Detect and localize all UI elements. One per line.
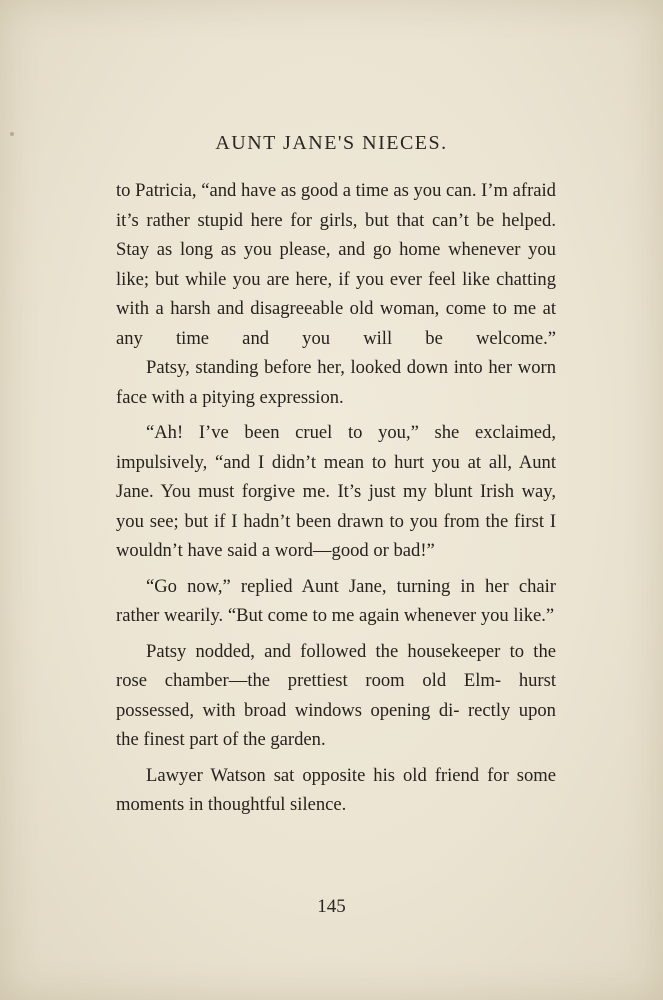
text-line: her worn face with a pitying expression. bbox=[116, 357, 556, 408]
text-line: for some moments in thoughtful silence. bbox=[116, 764, 556, 815]
text-line: hurst possessed, with broad windows opening di- bbox=[116, 670, 556, 721]
text-line: Patsy nodded, and followed the housekeeper bbox=[146, 640, 501, 662]
page-number: 145 bbox=[317, 896, 346, 917]
text-line: chair rather wearily. “But come to me again bbox=[116, 575, 556, 626]
text-line: all, Aunt Jane. You must forgive me. It’s bbox=[116, 451, 557, 502]
paragraph bbox=[116, 761, 556, 820]
paragraph bbox=[116, 353, 556, 412]
running-head: AUNT JANE'S NIECES. bbox=[215, 132, 448, 154]
text-line: just my blunt Irish way, you see; but if I hadn’t bbox=[116, 481, 556, 532]
text-line: “Go now,” replied Aunt Jane, turning in her bbox=[146, 575, 509, 597]
text-line: Patsy, standing before her, looked down into bbox=[146, 357, 483, 378]
text-line: said a word—good or bad!” bbox=[227, 540, 435, 561]
text-line: and go home whenever you like; but while you bbox=[116, 239, 556, 290]
paragraph bbox=[116, 418, 556, 566]
text-line: whenever you like.” bbox=[403, 605, 555, 626]
text-line: to Patricia, “and have as good a time as you can. bbox=[116, 180, 477, 201]
paragraph bbox=[116, 637, 556, 755]
text-line: Lawyer Watson sat opposite his old friend bbox=[146, 764, 480, 786]
text-line: been drawn to you from the first I wouldn’t have bbox=[116, 510, 557, 561]
text-line: to the rose chamber—the prettiest room old Elm- bbox=[116, 640, 556, 691]
text-line: are here, if you ever feel like chatting with a bbox=[116, 268, 557, 319]
text-line: harsh and disagreeable old woman, come to me bbox=[170, 298, 537, 319]
text-line: rectly upon the finest part of the garden. bbox=[116, 699, 556, 750]
text-line: “Ah! I’ve been cruel to you,” she exclaimed, bbox=[146, 422, 556, 443]
paragraph bbox=[116, 176, 556, 353]
text-line: that can’t be helped. Stay as long as you please, bbox=[116, 209, 556, 260]
text-line: at any time and you will be welcome.” bbox=[116, 298, 556, 349]
body-text bbox=[116, 176, 556, 820]
text-line: impulsively, “and I didn’t mean to hurt you at bbox=[116, 451, 481, 473]
paragraph bbox=[116, 572, 556, 631]
text-line: I’m afraid it’s rather stupid here for girls, but bbox=[116, 180, 556, 231]
